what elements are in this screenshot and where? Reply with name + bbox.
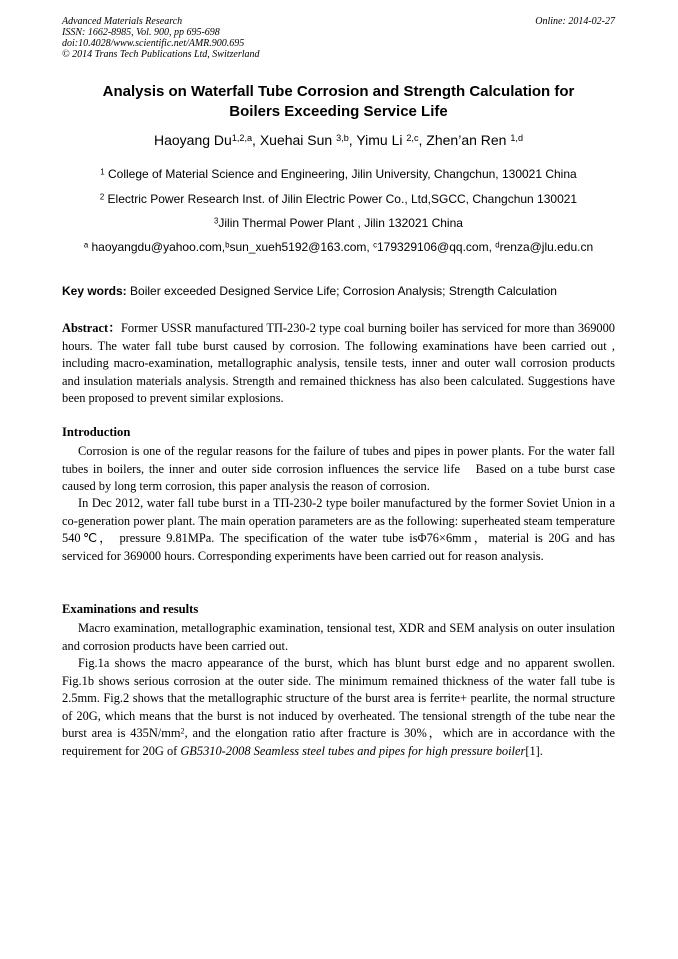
author-name: Xuehai Sun <box>259 132 337 148</box>
online-date: Online: 2014-02-27 <box>535 16 615 27</box>
author-sup: 3,b <box>336 132 349 143</box>
section-heading-introduction: Introduction <box>62 425 131 439</box>
author-name: Yimu Li <box>356 132 407 148</box>
doi-line: doi:10.4028/www.scientific.net/AMR.900.695 <box>62 38 245 49</box>
intro-paragraph-2: In Dec 2012, water fall tube burst in a TП-230-2 type boiler manufactured by the former Soviet Union in a co-generation power plant. The main operation parameters are as the following: superheated steam temperature 540℃， pressure 9.81MPa. The specification of the water tube isΦ76×6mm，material is 20G and has serviced for 369000 hours. Corresponding experiments have been carried out for reason analysis. <box>62 496 615 563</box>
reference-marker[interactable]: [1]. <box>525 743 543 758</box>
keywords <box>62 284 615 298</box>
author-sep: , <box>418 132 427 148</box>
affiliation-sup: 1 <box>100 167 105 177</box>
intro-paragraph-1: Corrosion is one of the regular reasons for the failure of tubes and pipes in power plants. For the water fall tubes in boilers, the inner and outer side corrosion influences the service life Based on a tube burst case caused by long term corrosion, this paper analysis the reason of corrosion. <box>62 444 615 493</box>
affiliation-text: Jilin Thermal Power Plant , Jilin 132021 China <box>218 216 463 230</box>
abstract-label: Abstract： <box>62 321 121 335</box>
exam-paragraph-2-text-b: , and the elongation ratio after fracture is 30%，which are in accordance with the requirement for 20G of <box>62 726 615 758</box>
author-name: Haoyang Du <box>153 132 232 148</box>
standard-citation: GB5310-2008 Seamless steel tubes and pipes for high pressure boiler <box>180 743 526 758</box>
title-line-1: Analysis on Waterfall Tube Corrosion and Strength Calculation for <box>102 83 575 100</box>
abstract <box>62 320 615 408</box>
email-sup: a <box>83 240 89 250</box>
author-sep: , <box>348 132 357 148</box>
unit-superscript: 2 <box>180 726 185 736</box>
author-sup: 2,c <box>406 132 419 143</box>
paper-title <box>62 82 615 122</box>
email-sup: c <box>373 240 377 250</box>
affiliation-2 <box>62 192 615 206</box>
section-heading-examinations: Examinations and results <box>62 602 199 616</box>
affiliation-text: Electric Power Research Inst. of Jilin Electric Power Co., Ltd,SGCC, Changchun 130021 <box>104 192 578 206</box>
affiliation-1 <box>62 167 615 181</box>
exam-paragraph-1: Macro examination, metallographic examination, tensional test, XDR and SEM analysis on outer insulation and corrosion products have been carried out. <box>62 621 615 653</box>
affiliation-sup: 2 <box>99 192 105 202</box>
keywords-text: Boiler exceeded Designed Service Life; Corrosion Analysis; Strength Calculation <box>126 284 557 298</box>
email-b[interactable]: sun_xueh5192@163.com, <box>229 240 374 254</box>
email-a[interactable]: haoyangdu@yahoo.com, <box>88 240 226 254</box>
author-sup: 1,d <box>510 132 524 143</box>
exam-paragraph-2-text-a: Fig.1a shows the macro appearance of the burst, which has blunt burst edge and no apparent swollen. Fig.1b shows serious corrosion at the outer side. The minimum remained thickness of the water fall tube is 2.5mm. Fig.2 shows that the metallographic structure of the burst area is ferrite+ pearlite, the normal structure of 20G, which means that the burst is not induced by overheated. The tensional strength of the tube near the burst area is 435N/mm <box>62 656 615 740</box>
email-sup: d <box>495 240 500 250</box>
email-d[interactable]: renza@jlu.edu.cn <box>499 240 594 254</box>
author-sep: , <box>252 132 260 148</box>
affiliation-sup: 3 <box>214 216 219 226</box>
exam-paragraph-2 <box>62 655 615 760</box>
title-line-2: Boilers Exceeding Service Life <box>229 103 448 120</box>
email-line <box>62 240 615 254</box>
email-c[interactable]: 179329106@qq.com, <box>376 240 496 254</box>
copyright-line: © 2014 Trans Tech Publications Ltd, Switzerland <box>62 49 260 60</box>
email-sup: b <box>225 240 230 250</box>
affiliation-3 <box>62 216 615 230</box>
keywords-label: Key words: <box>62 284 127 298</box>
affiliation-text: College of Material Science and Engineering, Jilin University, Changchun, 130021 China <box>104 167 577 181</box>
issn-line: ISSN: 1662-8985, Vol. 900, pp 695-698 <box>62 27 220 38</box>
author-sup: 1,2,a <box>231 132 253 143</box>
author-list <box>62 132 615 148</box>
journal-name: Advanced Materials Research <box>62 16 183 27</box>
abstract-text: Former USSR manufactured TП-230-2 type coal burning boiler has serviced for more than 369000 hours. The water fall tube burst caused by corrosion. The following examinations have been carried out , including macro-examination, metallographic analysis, tensile tests, inner and outer wall corrosion products and insulation materials analysis. Strength and remained thickness has also been calculated. Suggestions have been proposed to prevent similar explosions. <box>62 321 615 405</box>
author-name: Zhen’an Ren <box>426 132 511 148</box>
